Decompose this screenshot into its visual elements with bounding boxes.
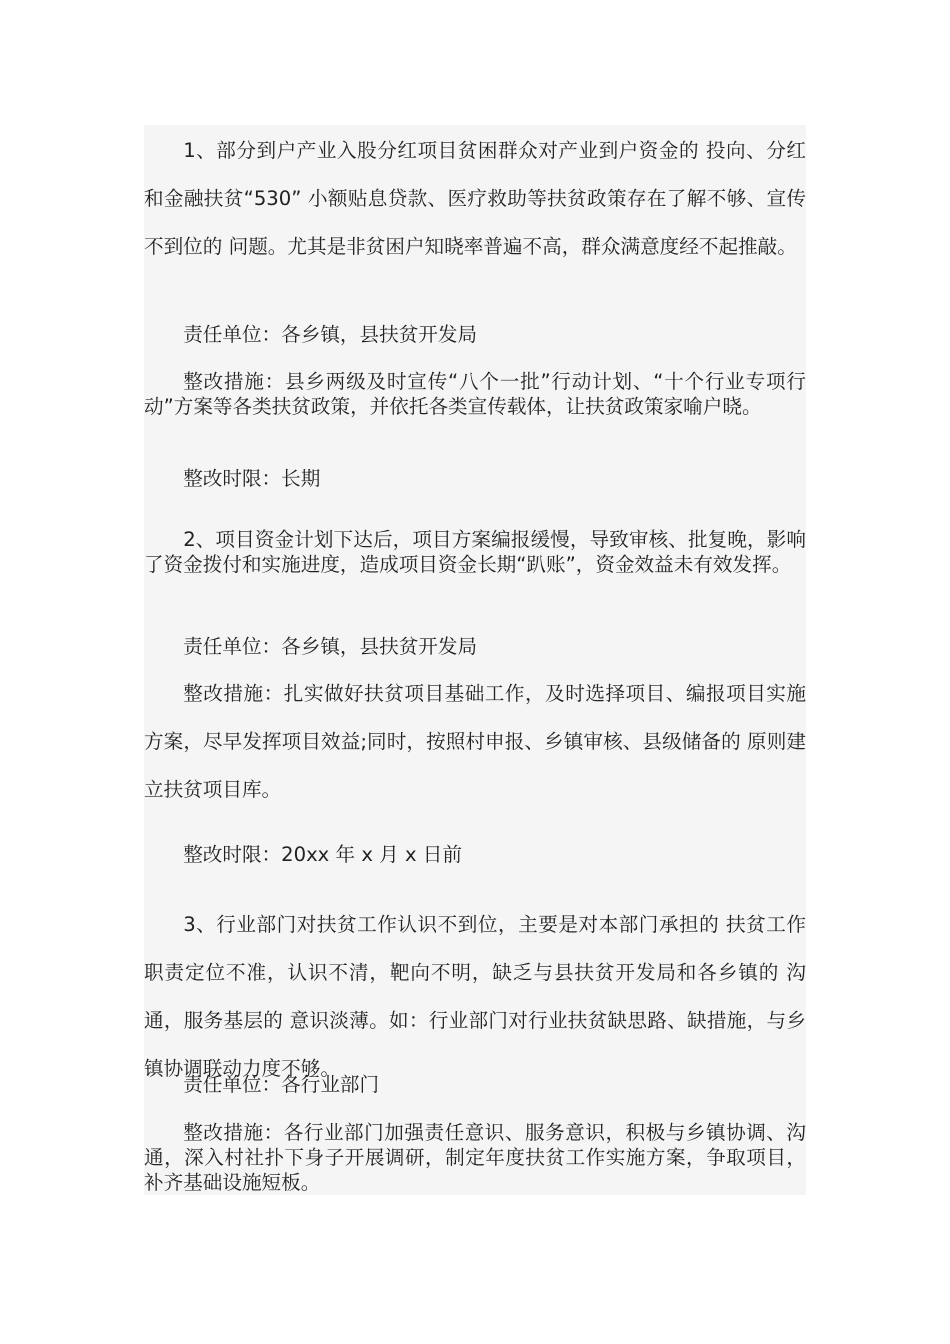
rectification-measures-2: 整改措施：扎实做好扶贫项目基础工作，及时选择项目、编报项目实施方案，尽早发挥项目效益;同时，按照村申报、乡镇审核、县级储备的 原则建立扶贫项目库。	[144, 682, 806, 801]
rectification-deadline-1: 整改时限：长期	[183, 467, 321, 490]
responsible-unit-3: 责任单位：各行业部门	[183, 1073, 380, 1096]
rectification-deadline-2: 整改时限：20xx 年 x 月 x 日前	[183, 843, 462, 866]
rectification-measures-1: 整改措施：县乡两级及时宣传“八个一批”行动计划、“十个行业专项行动”方案等各类扶贫政策，并依托各类宣传载体，让扶贫政策家喻户晓。	[144, 370, 806, 418]
responsible-unit-2: 责任单位：各乡镇，县扶贫开发局	[183, 635, 478, 658]
issue-1-paragraph: 1、部分到户产业入股分红项目贫困群众对产业到户资金的 投向、分红和金融扶贫“530” 小额贴息贷款、医疗救助等扶贫政策存在了解不够、宣传不到位的 问题。尤其是非贫困户知晓率普遍不高，群众满意度经不起推敲。	[144, 139, 806, 258]
issue-2-paragraph: 2、项目资金计划下达后，项目方案编报缓慢，导致审核、批复晚，影响了资金拨付和实施进度，造成项目资金长期“趴账”，资金效益未有效发挥。	[144, 528, 806, 576]
issue-3-paragraph: 3、行业部门对扶贫工作认识不到位，主要是对本部门承担的 扶贫工作职责定位不准，认识不清，靶向不明，缺乏与县扶贫开发局和各乡镇的 沟通，服务基层的 意识淡薄。如：行业部门对行业扶贫缺思路、缺措施，与乡镇协调联动力度不够。	[144, 913, 806, 1080]
responsible-unit-1: 责任单位：各乡镇，县扶贫开发局	[183, 323, 478, 346]
rectification-measures-3: 整改措施：各行业部门加强责任意识、服务意识，积极与乡镇协调、沟通，深入村社扑下身子开展调研，制定年度扶贫工作实施方案，争取项目，补齐基础设施短板。	[144, 1121, 806, 1194]
